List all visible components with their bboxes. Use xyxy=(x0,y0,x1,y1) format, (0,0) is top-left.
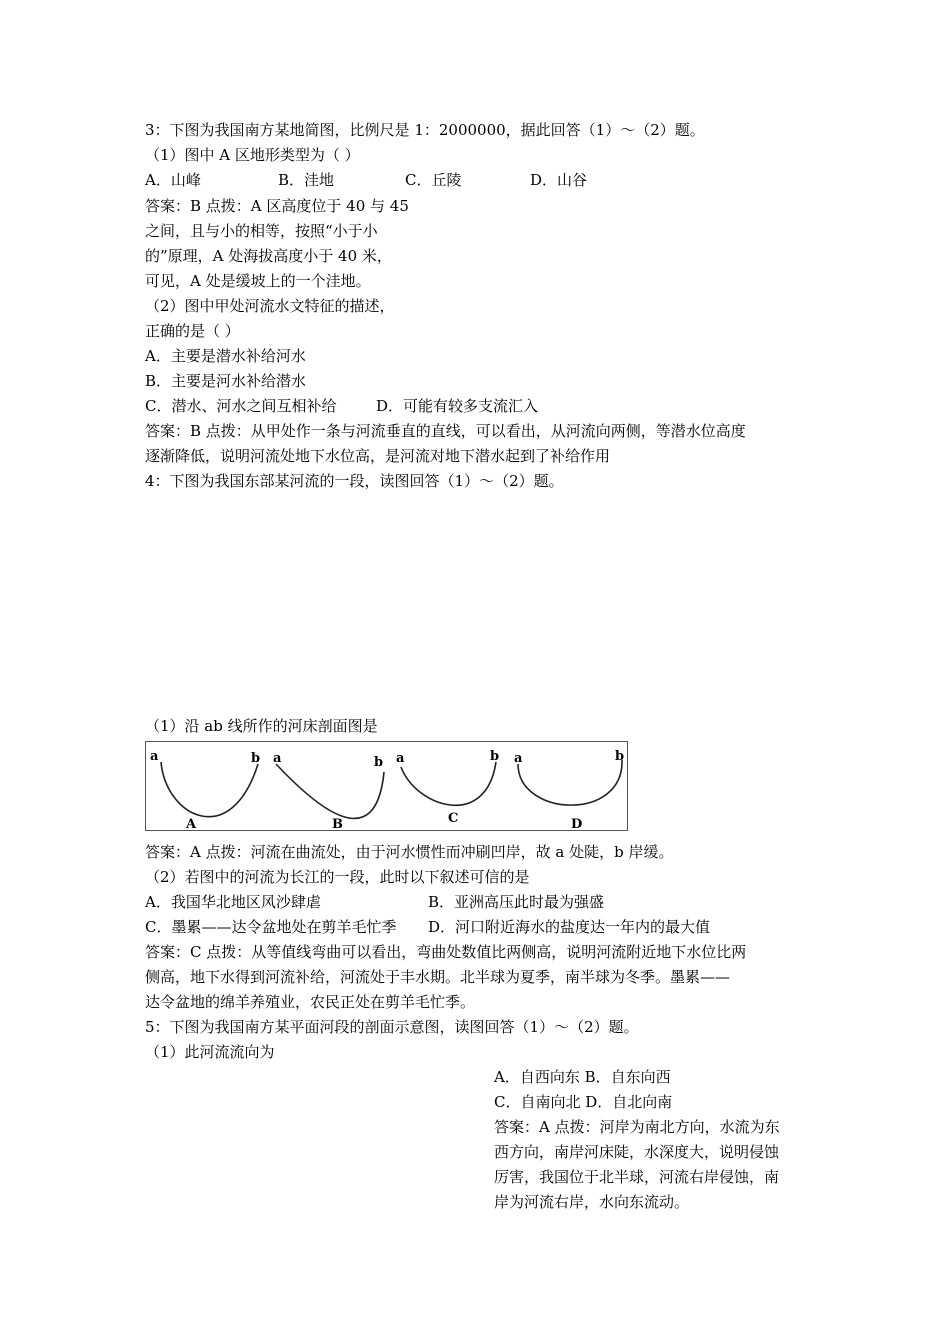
q4-sub2-opt-c: C．墨累——达令盆地处在剪羊毛忙季 xyxy=(145,918,397,936)
river-profile-svg xyxy=(146,742,629,832)
profile-d-right-label: b xyxy=(615,749,625,764)
q3-sub1-answer-1: 答案：B 点拨：A 区高度位于 40 与 45 xyxy=(145,197,409,215)
q3-sub2-line-1: （2）图中甲处河流水文特征的描述， xyxy=(145,297,395,315)
profile-c-label: C xyxy=(448,811,459,826)
profile-a-left-label: a xyxy=(150,749,159,764)
q3-sub1-answer-3: 的”原理，A 处海拔高度小于 40 米， xyxy=(145,247,392,265)
q3-sub1-answer-2: 之间，且与小的相等，按照“小于小 xyxy=(145,222,378,240)
profile-c-curve xyxy=(401,762,496,805)
q3-sub1-opt-d: D．山谷 xyxy=(530,171,588,189)
q3-sub2-line-2: 正确的是（ ） xyxy=(145,322,240,340)
q3-sub2-opt-b: B．主要是河水补给潜水 xyxy=(145,372,307,390)
q3-sub1-opt-c: C．丘陵 xyxy=(405,171,462,189)
q3-sub2-opt-d: D．可能有较多支流汇入 xyxy=(376,397,539,415)
q3-sub2-answer-2: 逐渐降低，说明河流处地下水位高，是河流对地下潜水起到了补给作用 xyxy=(145,447,611,465)
profile-b-label: B xyxy=(332,817,343,832)
q4-sub1: （1）沿 ab 线所作的河床剖面图是 xyxy=(145,717,378,735)
q5-answer-4: 岸为河流右岸，水向东流动。 xyxy=(494,1193,690,1211)
q4-sub2-answer-2: 侧高，地下水得到河流补给，河流处于丰水期。北半球为夏季，南半球为冬季。墨累—— xyxy=(145,968,731,986)
q4-sub2-opt-a: A．我国华北地区风沙肆虐 xyxy=(145,893,321,911)
profile-c-left-label: a xyxy=(396,751,405,766)
q5-stem: 5：下图为我国南方某平面河段的剖面示意图，读图回答（1）～（2）题。 xyxy=(145,1018,639,1036)
q5-opts-line-2: C．自南向北 D．自北向南 xyxy=(494,1093,673,1111)
river-profile-figure xyxy=(145,741,628,831)
profile-d-left-label: a xyxy=(514,751,523,766)
profile-a-right-label: b xyxy=(251,751,261,766)
q4-stem: 4：下图为我国东部某河流的一段，读图回答（1）～（2）题。 xyxy=(145,472,564,490)
profile-c-right-label: b xyxy=(490,749,500,764)
q3-stem: 3：下图为我国南方某地简图，比例尺是 1：2000000，据此回答（1）～（2）题。 xyxy=(145,121,705,139)
profile-b-right-label: b xyxy=(374,755,384,770)
q4-sub2-answer-1: 答案：C 点拨：从等值线弯曲可以看出，弯曲处数值比两侧高，说明河流附近地下水位比两 xyxy=(145,943,747,961)
profile-d-curve xyxy=(518,760,622,805)
q5-answer-2: 西方向，南岸河床陡，水深度大，说明侵蚀 xyxy=(494,1143,780,1161)
q5-answer-1: 答案：A 点拨：河岸为南北方向，水流为东 xyxy=(494,1118,780,1136)
profile-a-curve xyxy=(161,762,258,817)
q4-sub1-answer: 答案：A 点拨：河流在曲流处，由于河水惯性而冲刷凹岸，故 a 处陡，b 岸缓。 xyxy=(145,843,674,861)
q3-sub1: （1）图中 A 区地形类型为（ ） xyxy=(145,146,360,164)
profile-d-label: D xyxy=(571,817,583,832)
q3-sub1-answer-4: 可见，A 处是缓坡上的一个洼地。 xyxy=(145,272,371,290)
q5-sub1: （1）此河流流向为 xyxy=(145,1043,275,1061)
q3-sub2-answer-1: 答案：B 点拨：从甲处作一条与河流垂直的直线，可以看出，从河流向两侧，等潜水位高度 xyxy=(145,422,746,440)
q3-sub2-opt-c: C．潜水、河水之间互相补给 xyxy=(145,397,337,415)
q4-sub2: （2）若图中的河流为长江的一段，此时以下叙述可信的是 xyxy=(145,868,530,886)
profile-b-left-label: a xyxy=(273,751,282,766)
q4-sub2-opt-d: D．河口附近海水的盐度达一年内的最大值 xyxy=(428,918,711,936)
q5-answer-3: 厉害，我国位于北半球，河流右岸侵蚀，南 xyxy=(494,1168,780,1186)
q4-sub2-answer-3: 达令盆地的绵羊养殖业，农民正处在剪羊毛忙季。 xyxy=(145,993,476,1011)
q3-sub2-opt-a: A．主要是潜水补给河水 xyxy=(145,347,306,365)
profile-a-label: A xyxy=(186,817,197,832)
q4-sub2-opt-b: B．亚洲高压此时最为强盛 xyxy=(428,893,605,911)
q3-sub1-opt-b: B．洼地 xyxy=(278,171,335,189)
profile-b-curve xyxy=(276,764,384,818)
q3-sub1-opt-a: A．山峰 xyxy=(145,171,201,189)
q5-opts-line-1: A．自西向东 B．自东向西 xyxy=(494,1068,671,1086)
